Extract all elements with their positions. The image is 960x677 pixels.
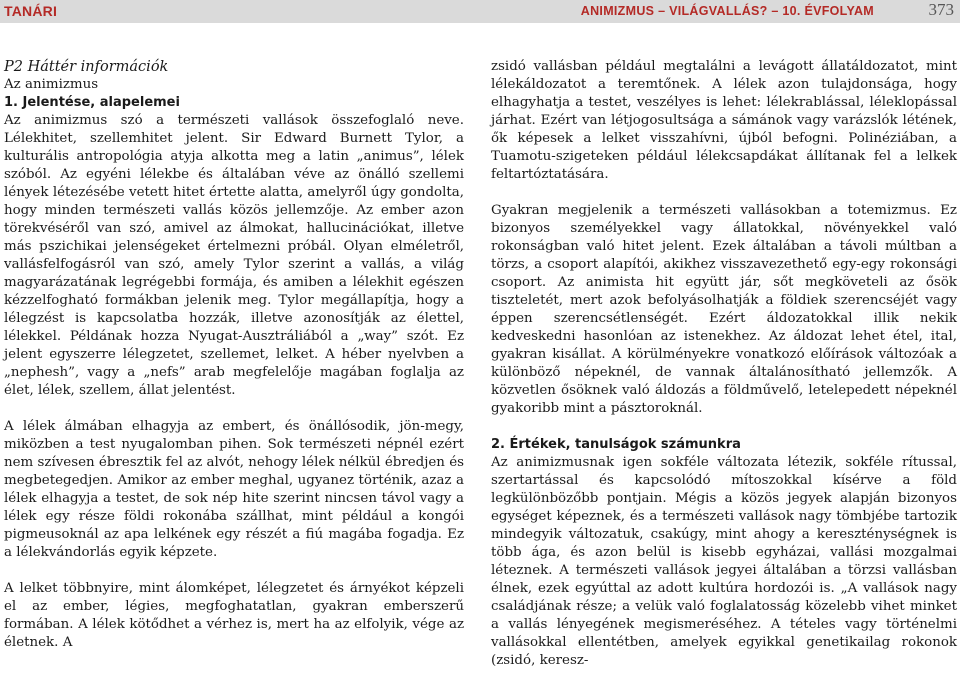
- paragraph: A lélek álmában elhagyja az embert, és önállósodik, jön-megy, miközben a test nyugalomban pihen. Sok természeti népnél ezért nem szívesen ébresztik fel az alvót, nehogy lélek nélkül ébredjen és megbetegedjen. Amikor az ember meghal, ugyanez történik, azaz a lélek elhagyja a testet, de sok nép hite szerint nincsen távol vagy a lélek egy része földi rokonába szállhat, mint például a kongói pigmeusoknál az apa lelkének egy részét a fiú magába fogadja. Ez a lélekvándorlás egyik képzete.: [4, 419, 464, 560]
- page-header: [0, 0, 960, 23]
- header-running-title: ANIMIZMUS – VILÁGVALLÁS? – 10. ÉVFOLYAM: [580, 4, 874, 18]
- heading-values: 2. Értékek, tanulságok számunkra: [491, 437, 741, 452]
- right-column: [491, 58, 957, 670]
- page-number: 373: [928, 0, 954, 19]
- heading-meaning: 1. Jelentése, alapelemei: [4, 95, 180, 110]
- subtitle: Az animizmus: [4, 77, 99, 92]
- header-left-label: TANÁRI: [4, 3, 58, 19]
- paragraph: Gyakran megjelenik a természeti vallásokban a totemizmus. Ez bizonyos személyekkel vagy állatokkal, növényekkel való rokonságban való hitet jelent. Ezek általában a távoli múltban a törzs, a csoport alapítói, akikhez visszavezethető egy-egy rokonsági csoport. Az animista hit együtt jár, sőt megköveteli az ősök tiszteletét, mert azok befolyásolhatják a földiek szerencséjét vagy éppen szerencsétlenségét. Ezért áldozatokkal illik nekik kedveskedni hasonlóan az istenekhez. Az áldozat lehet étel, ital, gyakran kisállat. A körülményekre vonatkozó előírások változóak a különböző népeknél, de vannak általánosítható jellemzők. A közvetlen ősöknek való áldozás a földművelő, letelepedett népeknél gyakoribb mint a pásztoroknál.: [491, 203, 957, 416]
- paragraph: Az animizmusnak igen sokféle változata létezik, sokféle rítussal, szertartással és kapcsolódó mítoszokkal kísérve a föld legkülönbözőbb pontjain. Mégis a közös jegyek alapján bizonyos egységet képeznek, és a természeti vallások nagy tömbjébe tartozik mindegyik változatuk, csakúgy, mint ahogy a kereszténységnek is több ága, és azon belül is kisebb egyházai, vallási mozgalmai léteznek. A természeti vallások jegyei általában a törzsi vallásban élnek, ezek egyúttal az adott kultúra hordozói is. „A vallások nagy családjának része; a velük való foglalatosság közelebb vihet minket a vallás lényegének megismeréséhez. A tételes vagy történelmi vallásokkal ellentétben, amelyek egyikkal genetikailag rokonok (zsidó, keresz-: [491, 455, 957, 668]
- paragraph: A lelket többnyire, mint álomképet, lélegzetet és árnyékot képzeli el az ember, légies, megfoghatatlan, gyakran emberszerű formában. A lélek kötődhet a vérhez is, mert ha az elfolyik, vége az életnek. A: [4, 581, 464, 650]
- left-column: [4, 58, 464, 652]
- paragraph: zsidó vallásban például megtalálni a levágott állatáldozatot, mint lélekáldozatot a teremtőnek. A lélek azon tulajdonsága, hogy elhagyhatja a testet, veszélyes is lehet: lélekrablással, léleklopással járhat. Ezért van létjogosultsága a sámánok vagy varázslók létének, ők képesek a lelket visszahívni, újból befogni. Polinéziában, a Tuamotu-szigeteken például lélekcsapdákat állítanak fel a lelkek feltartóztatására.: [491, 59, 957, 182]
- section-title: P2 Háttér információk: [4, 59, 169, 75]
- paragraph: Az animizmus szó a természeti vallások összefoglaló neve. Lélekhitet, szellemhitet jelent. Sir Edward Burnett Tylor, a kulturális antropológia atyja alkotta meg a latin „animus”, lélek szóból. Az egyéni lélekbe és általában véve az önálló szellemi lények létezésébe vetett hitet értette alatta, amelyről úgy gondolta, hogy minden természeti vallás közös jellemzője. Az ember azon törekvéséről van szó, amivel az álmokat, hallucinációkat, illetve más pszichikai jelenségeket értelmezni próbál. Olyan elméletről, vallásfelfogásról van szó, amely Tylor szerint a vallás, a világ magyarázatának legrégebbi formája, és amiben a lélekhit egészen kézzelfogható formákban jelenik meg. Tylor megállapítja, hogy a lélegzést is kapcsolatba hozzák, illetve azonosítják az élettel, lélekkel. Példának hozza Nyugat-Ausztráliából a „way” szót. Ez jelent egyszerre lélegzetet, szellemet, lelket. A héber nyelvben a „nephesh”, vagy a „nefs” arab megfelelője magában foglalja az élet, lélek, szellem, állat jelentést.: [4, 113, 464, 398]
